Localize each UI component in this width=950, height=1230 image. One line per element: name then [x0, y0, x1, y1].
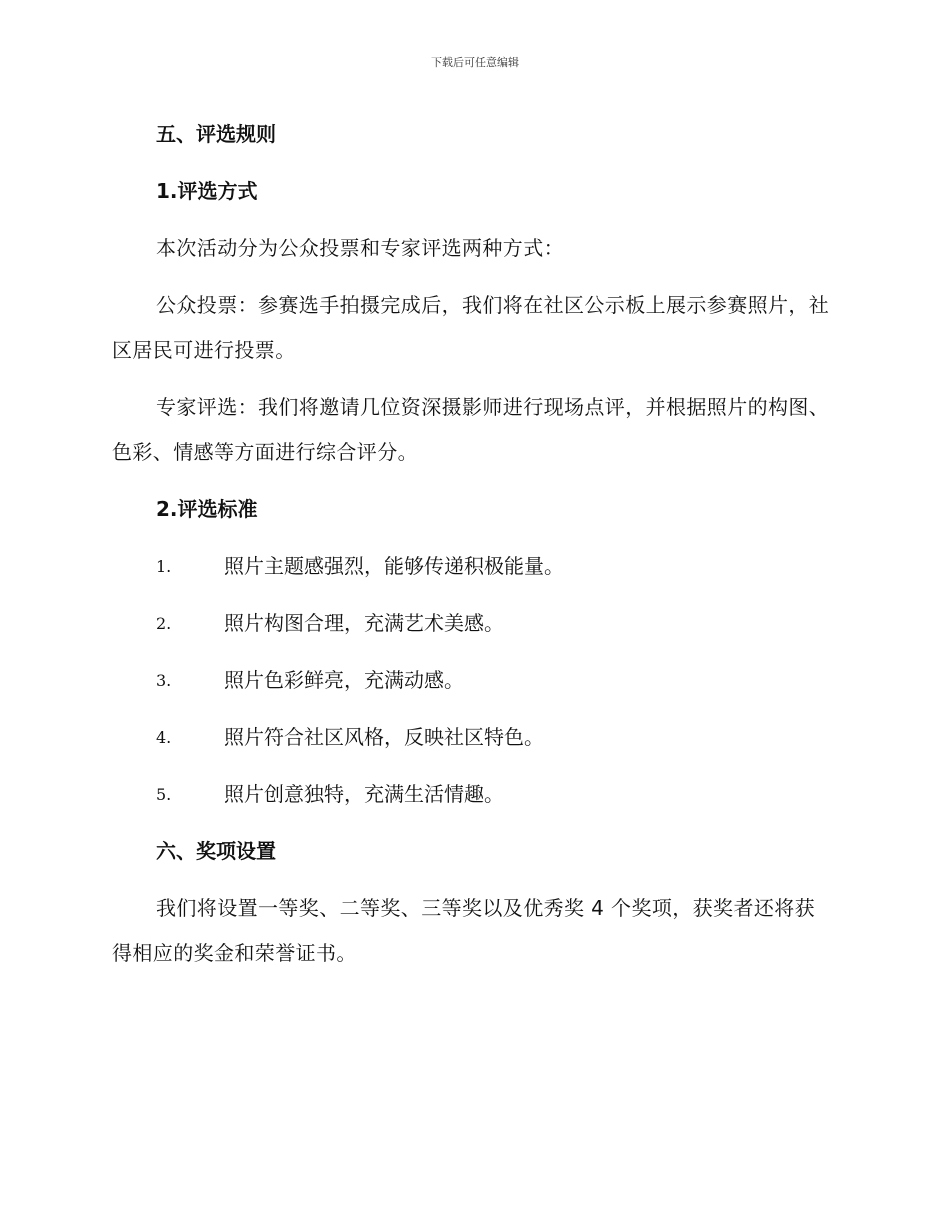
- list-item: [112, 772, 834, 817]
- list-text: 照片色彩鲜亮，充满动感。: [224, 668, 464, 692]
- list-number: 4.: [156, 728, 172, 747]
- list-text: 照片创意独特，充满生活情趣。: [224, 782, 504, 806]
- list-text: 照片符合社区风格，反映社区特色。: [224, 725, 544, 749]
- list-item: [112, 658, 834, 703]
- list-number: 3.: [156, 671, 172, 690]
- page-header: 下载后可任意编辑: [431, 56, 519, 69]
- list-item: [112, 601, 834, 646]
- paragraph-expert-review: 专家评选：我们将邀请几位资深摄影师进行现场点评，并根据照片的构图、色彩、情感等方面进行综合评分。: [112, 395, 830, 464]
- list-text: 照片主题感强烈，能够传递积极能量。: [224, 554, 564, 578]
- paragraph-awards: 我们将设置一等奖、二等奖、三等奖以及优秀奖 4 个奖项，获奖者还将获得相应的奖金和荣誉证书。: [112, 896, 816, 965]
- list-number: 2.: [156, 614, 172, 633]
- list-text: 照片构图合理，充满艺术美感。: [224, 611, 504, 635]
- section-heading-judging-rules: 五、评选规则: [156, 122, 276, 146]
- section-heading-awards: 六、奖项设置: [156, 839, 276, 863]
- list-item: [112, 715, 834, 760]
- list-number: 5.: [156, 785, 172, 804]
- list-item: [112, 544, 834, 589]
- paragraph-public-vote: 公众投票：参赛选手拍摄完成后，我们将在社区公示板上展示参赛照片，社区居民可进行投票。: [112, 293, 830, 362]
- subheading-judging-method: 1.评选方式: [156, 179, 258, 203]
- subheading-judging-criteria: 2.评选标准: [156, 497, 258, 521]
- paragraph-method-intro: 本次活动分为公众投票和专家评选两种方式：: [156, 236, 564, 260]
- document-body: [112, 112, 834, 988]
- list-number: 1.: [156, 557, 172, 576]
